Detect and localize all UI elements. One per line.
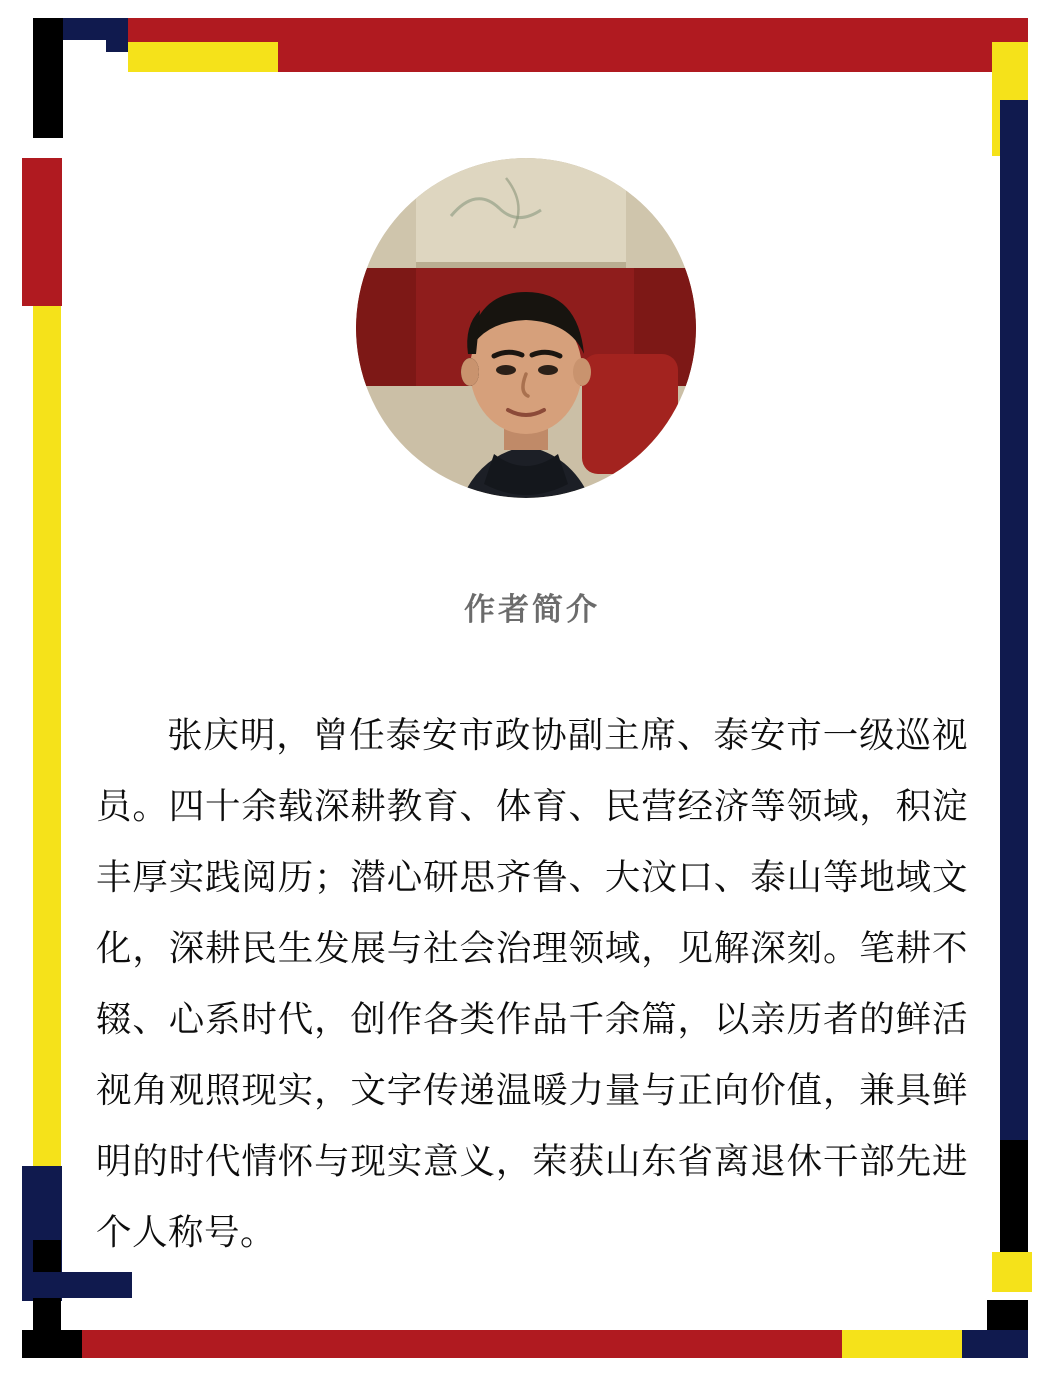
border-block-top-red-lower	[278, 42, 992, 72]
author-portrait	[356, 158, 696, 498]
border-block-top-red	[128, 18, 992, 42]
border-block-top-black	[33, 18, 63, 138]
page-title: 作者简介	[464, 592, 600, 627]
border-block-topright-red	[992, 18, 1028, 42]
portrait-illustration	[356, 158, 696, 498]
border-block-bottom-black-right	[987, 1300, 1028, 1330]
border-block-right-yellow	[992, 1252, 1032, 1292]
author-bio-paragraph: 张庆明，曾任泰安市政协副主席、泰安市一级巡视员。四十余载深耕教育、体育、民营经济等领域，积淀丰厚实践阅历；潜心研思齐鲁、大汶口、泰山等地域文化，深耕民生发展与社会治理领域，见解深刻。笔耕不辍、心系时代，创作各类作品千余篇，以亲历者的鲜活视角观照现实，文字传递温暖力量与正向价值，兼具鲜明的时代情怀与现实意义，荣获山东省离退休干部先进个人称号。	[96, 715, 968, 1252]
border-block-bottom-navy-left	[22, 1272, 132, 1298]
border-block-top-yellow	[128, 42, 278, 72]
border-block-left-red	[22, 158, 62, 306]
border-block-bottom-black	[22, 1330, 82, 1358]
border-block-left-yellow	[33, 306, 61, 1166]
border-block-top-navy-stub	[106, 18, 128, 52]
border-block-right-black	[1000, 1140, 1028, 1270]
border-block-bottom-red	[82, 1330, 842, 1358]
border-block-bottom-navy-right	[962, 1330, 1028, 1358]
